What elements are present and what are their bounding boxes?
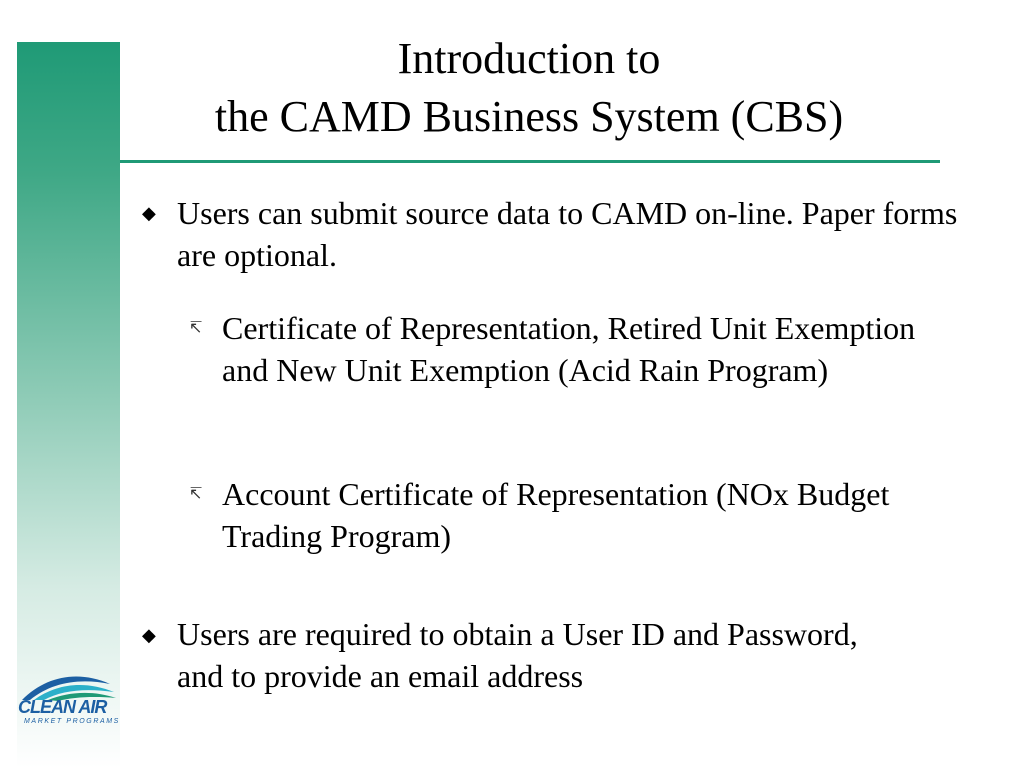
- arrow-up-left-icon: ↸: [189, 318, 203, 337]
- title-underline: [120, 160, 940, 163]
- diamond-icon: ◆: [142, 203, 156, 223]
- title-line-1: Introduction to: [397, 34, 661, 83]
- bullet-2-text: Users are required to obtain a User ID and Password, and to provide an email address: [177, 616, 858, 694]
- sub-bullet-2-text: Account Certificate of Representation (NOx Budget Trading Program): [222, 476, 890, 554]
- arrow-up-left-icon: ↸: [189, 484, 203, 503]
- bullet-1-text: Users can submit source data to CAMD on-line. Paper forms are optional.: [177, 195, 958, 273]
- logo-main-text: CLEAN AIR: [18, 697, 107, 717]
- diamond-icon: ◆: [142, 625, 156, 645]
- slide-title: [120, 30, 938, 146]
- title-line-2: the CAMD Business System (CBS): [214, 92, 844, 141]
- clean-air-logo: [18, 670, 118, 730]
- side-gradient-bar: [17, 42, 120, 768]
- sub-bullet-1-text: Certificate of Representation, Retired Unit Exemption and New Unit Exemption (Acid Rain Program): [222, 310, 916, 388]
- logo-sub-text: MARKET PROGRAMS: [24, 718, 120, 725]
